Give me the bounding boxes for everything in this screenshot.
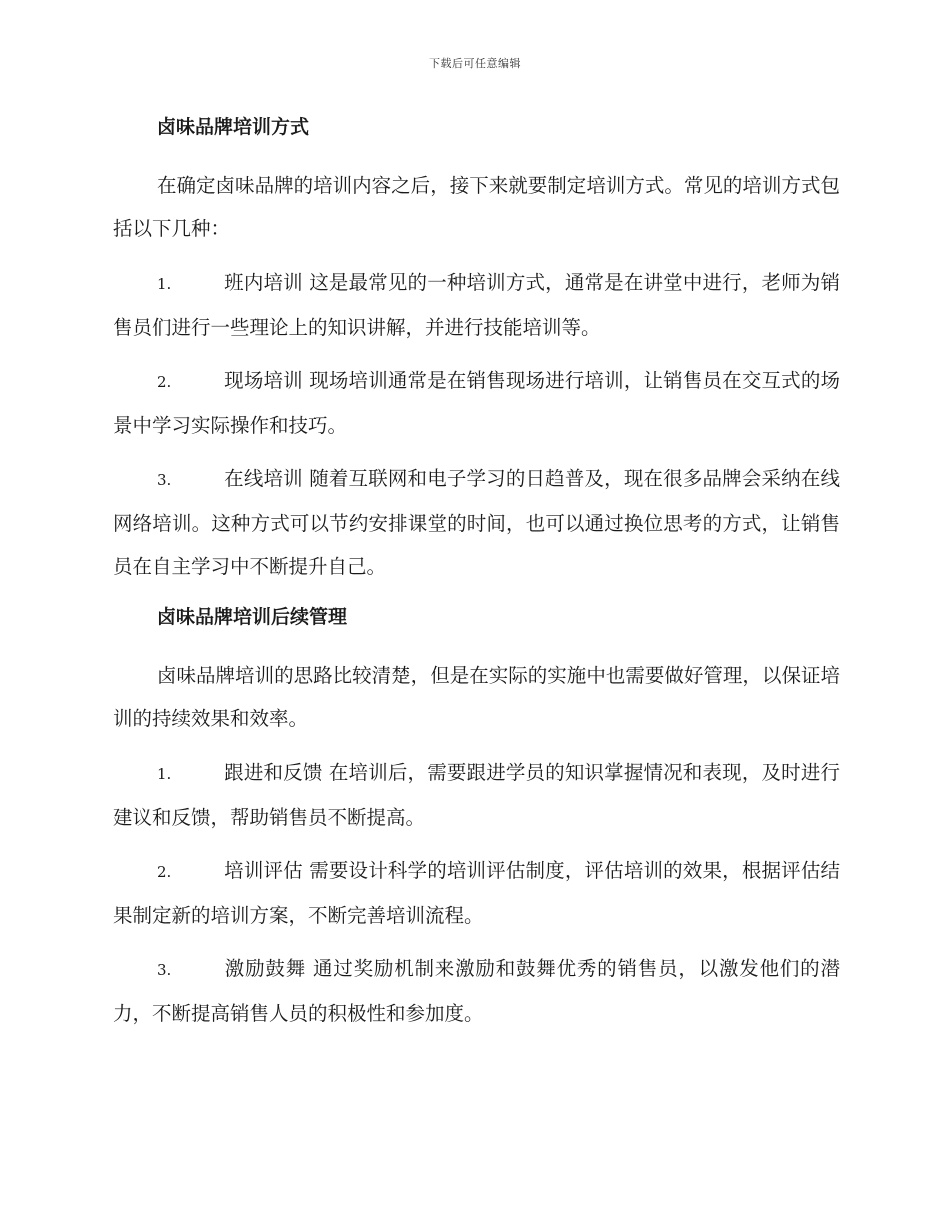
list-item-text: 在培训后，需要跟进学员的知识掌握情况和表现，及时进行建议和反馈，帮助销售员不断提高。 [113, 761, 840, 829]
page-header-note: 下载后可任意编辑 [429, 57, 521, 70]
list-number: 2. [157, 373, 172, 391]
list-item-text: 通过奖励机制来激励和鼓舞优秀的销售员，以激发他们的潜力，不断提高销售人员的积极性和参加度。 [113, 957, 840, 1025]
section-follow-up-management [113, 602, 840, 1035]
list-number: 2. [157, 863, 172, 881]
list-item-text: 现场培训通常是在销售现场进行培训，让销售员在交互式的场景中学习实际操作和技巧。 [113, 369, 840, 437]
section-intro: 卤味品牌培训的思路比较清楚，但是在实际的实施中也需要做好管理，以保证培训的持续效果和效率。 [113, 664, 840, 730]
list-item-title: 培训评估 [224, 859, 303, 882]
section-heading: 卤味品牌培训后续管理 [157, 606, 348, 628]
list-item-title: 激励鼓舞 [224, 957, 306, 980]
document-body [113, 112, 840, 1045]
list-item-title: 在线培训 [224, 467, 303, 490]
list-item [113, 261, 840, 349]
list-item-text: 需要设计科学的培训评估制度，评估培训的效果，根据评估结果制定新的培训方案，不断完善培训流程。 [113, 859, 840, 927]
list-item [113, 751, 840, 839]
list-item-text: 这是最常见的一种培训方式，通常是在讲堂中进行，老师为销售员们进行一些理论上的知识讲解，并进行技能培训等。 [113, 271, 840, 339]
list-item-text: 随着互联网和电子学习的日趋普及，现在很多品牌会采纳在线网络培训。这种方式可以节约安排课堂的时间，也可以通过换位思考的方式，让销售员在自主学习中不断提升自己。 [113, 467, 840, 578]
list-item-title: 班内培训 [224, 271, 303, 294]
list-number: 3. [157, 471, 172, 489]
list-number: 3. [157, 961, 172, 979]
list-item [113, 849, 840, 937]
list-number: 1. [157, 765, 172, 783]
list-item [113, 947, 840, 1035]
section-intro: 在确定卤味品牌的培训内容之后，接下来就要制定培训方式。常见的培训方式包括以下几种： [113, 174, 840, 240]
list-item [113, 457, 840, 588]
section-heading: 卤味品牌培训方式 [157, 116, 310, 138]
list-item [113, 359, 840, 447]
section-training-methods [113, 112, 840, 588]
list-item-title: 跟进和反馈 [224, 761, 323, 784]
list-number: 1. [157, 275, 172, 293]
list-item-title: 现场培训 [224, 369, 303, 392]
